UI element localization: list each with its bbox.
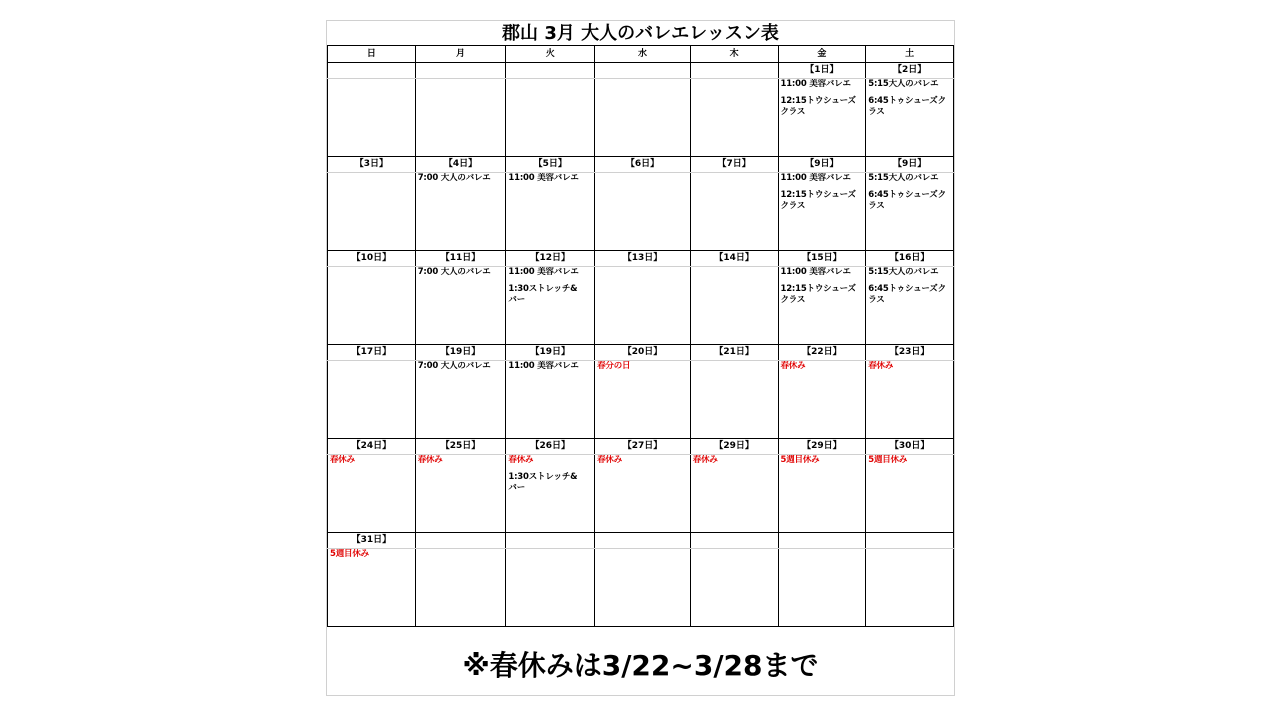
- day-number: 【6日】: [595, 157, 691, 173]
- day-cell: [690, 79, 778, 157]
- lesson-entry: 11:00 美容バレエ: [508, 173, 579, 183]
- calendar-grid: [327, 45, 954, 627]
- day-number: 【19日】: [415, 345, 506, 361]
- day-cell: [415, 173, 506, 251]
- day-number: 【1日】: [778, 63, 866, 79]
- lesson-entry: 6:45トゥシューズク ラス: [868, 190, 946, 211]
- day-cell: [415, 361, 506, 439]
- holiday-label: 春休み: [330, 455, 355, 465]
- day-cell: [690, 361, 778, 439]
- date-row: [328, 345, 954, 361]
- holiday-label: 春分の日: [597, 361, 631, 371]
- events-row: [328, 455, 954, 533]
- day-cell: [328, 267, 416, 345]
- lesson-entry: 5:15大人のバレエ: [868, 173, 939, 183]
- day-number: 【11日】: [415, 251, 506, 267]
- day-number: [595, 533, 691, 549]
- day-cell: [778, 549, 866, 627]
- lesson-entry: 12:15トウシューズ クラス: [780, 190, 856, 211]
- day-number: 【31日】: [328, 533, 416, 549]
- day-number: 【22日】: [778, 345, 866, 361]
- day-number: [415, 63, 506, 79]
- day-number: [506, 63, 595, 79]
- holiday-label: 春休み: [417, 455, 443, 465]
- day-cell: [690, 173, 778, 251]
- day-cell: [415, 549, 506, 627]
- day-cell: [595, 549, 691, 627]
- weekday-wed: 水: [595, 46, 691, 63]
- day-cell: [866, 455, 954, 533]
- date-row: [328, 157, 954, 173]
- spring-break-note: ※春休みは3/22~3/28まで: [462, 649, 819, 682]
- day-number: [778, 533, 866, 549]
- day-number: 【2日】: [866, 63, 954, 79]
- day-number: [690, 63, 778, 79]
- day-cell: [866, 173, 954, 251]
- day-cell: [415, 455, 506, 533]
- day-cell: [415, 267, 506, 345]
- day-cell: [506, 361, 595, 439]
- day-number: 【27日】: [595, 439, 691, 455]
- day-cell: [778, 173, 866, 251]
- day-number: [328, 63, 416, 79]
- holiday-label: 春休み: [868, 361, 894, 371]
- holiday-label: 5週目休み: [868, 455, 908, 465]
- lesson-entry: 7:00 大人のバレエ: [417, 173, 491, 183]
- day-number: [690, 533, 778, 549]
- holiday-label: 春休み: [692, 455, 718, 465]
- day-number: 【14日】: [690, 251, 778, 267]
- day-cell: [778, 79, 866, 157]
- events-row: [328, 173, 954, 251]
- day-cell: [328, 549, 416, 627]
- day-cell: [866, 267, 954, 345]
- weekday-header-row: [328, 46, 954, 63]
- day-number: 【24日】: [328, 439, 416, 455]
- day-cell: [595, 267, 691, 345]
- weekday-thu: 木: [690, 46, 778, 63]
- day-cell: [328, 173, 416, 251]
- weekday-mon: 月: [415, 46, 506, 63]
- day-cell: [595, 79, 691, 157]
- day-number: [415, 533, 506, 549]
- day-cell: [778, 361, 866, 439]
- lesson-entry: 11:00 美容バレエ: [508, 267, 579, 277]
- day-number: 【29日】: [778, 439, 866, 455]
- events-row: [328, 267, 954, 345]
- day-cell: [595, 361, 691, 439]
- lesson-entry: 11:00 美容バレエ: [508, 361, 579, 371]
- holiday-label: 5週目休み: [780, 455, 820, 465]
- day-number: 【15日】: [778, 251, 866, 267]
- weekday-sat: 土: [866, 46, 954, 63]
- day-cell: [778, 267, 866, 345]
- lesson-entry: 5:15大人のバレエ: [868, 267, 939, 277]
- day-cell: [690, 549, 778, 627]
- weekday-sun: 日: [328, 46, 416, 63]
- day-number: 【13日】: [595, 251, 691, 267]
- day-number: 【17日】: [328, 345, 416, 361]
- weekday-tue: 火: [506, 46, 595, 63]
- date-row: [328, 533, 954, 549]
- day-number: 【5日】: [506, 157, 595, 173]
- day-cell: [690, 267, 778, 345]
- day-cell: [866, 79, 954, 157]
- lesson-entry: 7:00 大人のバレエ: [417, 361, 491, 371]
- holiday-label: 春休み: [780, 361, 806, 371]
- day-number: 【9日】: [778, 157, 866, 173]
- day-number: 【29日】: [690, 439, 778, 455]
- lesson-entry: 7:00 大人のバレエ: [417, 267, 491, 277]
- day-number: 【30日】: [866, 439, 954, 455]
- holiday-label: 春休み: [597, 455, 623, 465]
- holiday-label: 春休み: [508, 455, 534, 465]
- day-cell: [328, 79, 416, 157]
- day-cell: [778, 455, 866, 533]
- holiday-label: 5週目休み: [330, 549, 369, 559]
- day-cell: [690, 455, 778, 533]
- day-number: 【19日】: [506, 345, 595, 361]
- day-number: 【3日】: [328, 157, 416, 173]
- day-number: 【26日】: [506, 439, 595, 455]
- day-cell: [506, 173, 595, 251]
- lesson-entry: 1:30ストレッチ& バー: [508, 472, 578, 493]
- day-number: 【20日】: [595, 345, 691, 361]
- lesson-entry: 11:00 美容バレエ: [780, 79, 851, 89]
- day-number: 【4日】: [415, 157, 506, 173]
- page-title: 郡山 3月 大人のバレエレッスン表: [502, 23, 779, 44]
- lesson-entry: 12:15トウシューズ クラス: [780, 96, 856, 117]
- day-number: 【21日】: [690, 345, 778, 361]
- day-number: 【23日】: [866, 345, 954, 361]
- day-cell: [595, 173, 691, 251]
- lesson-entry: 6:45トゥシューズク ラス: [868, 284, 946, 305]
- day-cell: [506, 267, 595, 345]
- events-row: [328, 79, 954, 157]
- lesson-entry: 6:45トゥシューズク ラス: [868, 96, 946, 117]
- day-number: 【7日】: [690, 157, 778, 173]
- day-number: 【25日】: [415, 439, 506, 455]
- day-number: 【10日】: [328, 251, 416, 267]
- lesson-entry: 1:30ストレッチ& バー: [508, 284, 578, 305]
- lesson-entry: 5:15大人のバレエ: [868, 79, 939, 89]
- day-cell: [328, 455, 416, 533]
- day-cell: [866, 549, 954, 627]
- events-row: [328, 549, 954, 627]
- day-number: [595, 63, 691, 79]
- day-number: 【12日】: [506, 251, 595, 267]
- day-cell: [595, 455, 691, 533]
- day-cell: [866, 361, 954, 439]
- date-row: [328, 63, 954, 79]
- schedule-sheet: [326, 20, 955, 696]
- weekday-fri: 金: [778, 46, 866, 63]
- day-number: [506, 533, 595, 549]
- day-cell: [328, 361, 416, 439]
- day-number: 【9日】: [866, 157, 954, 173]
- events-row: [328, 361, 954, 439]
- day-number: 【16日】: [866, 251, 954, 267]
- day-cell: [506, 455, 595, 533]
- day-cell: [506, 79, 595, 157]
- lesson-entry: 11:00 美容バレエ: [780, 173, 851, 183]
- date-row: [328, 251, 954, 267]
- day-cell: [415, 79, 506, 157]
- date-row: [328, 439, 954, 455]
- lesson-entry: 11:00 美容バレエ: [780, 267, 851, 277]
- lesson-entry: 12:15トウシューズ クラス: [780, 284, 856, 305]
- day-cell: [506, 549, 595, 627]
- day-number: [866, 533, 954, 549]
